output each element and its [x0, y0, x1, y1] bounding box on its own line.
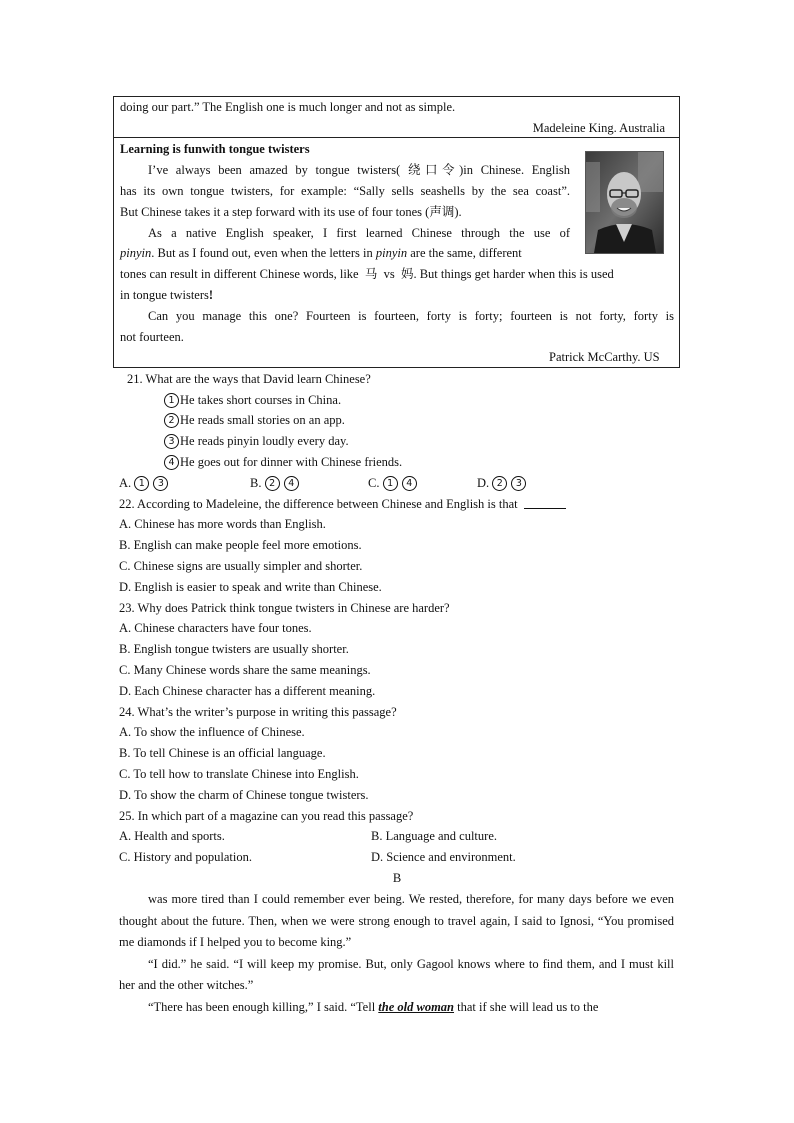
circle-number: 2	[164, 413, 179, 428]
q25-option-b[interactable]: B. Language and culture.	[371, 829, 497, 843]
excerpt-box-madeleine	[113, 96, 680, 138]
choice-label: A.	[119, 476, 132, 490]
q23-option-b[interactable]: B. English tongue twisters are usually shorter.	[119, 642, 349, 656]
story-paragraph-3	[119, 997, 674, 1019]
box2-line-2: has its own tongue twisters, for example: “Sally sells seashells by the sea coast”.	[120, 184, 570, 198]
choice-label: B.	[250, 476, 262, 490]
q21-item-3	[164, 431, 349, 452]
q21-item-text: He reads small stories on an app.	[180, 413, 345, 427]
box2-line-5	[120, 243, 570, 264]
box2-signature: Patrick McCarthy. US	[549, 350, 660, 364]
q22-stem-text: 22. According to Madeleine, the difference between Chinese and English is that	[119, 497, 518, 511]
box2-title: Learning is funwith tongue twisters	[120, 142, 310, 156]
story-p3-start: “There has been enough killing,” I said. “Tell	[148, 999, 379, 1014]
circle-number: 2	[492, 476, 507, 491]
q21-choice-b[interactable]	[250, 473, 300, 494]
pinyin-middle: . But as I found out, even when the letters in	[151, 246, 376, 260]
q24-option-b[interactable]: B. To tell Chinese is an official language.	[119, 746, 326, 760]
q21-choice-d[interactable]	[477, 473, 527, 494]
story-p3-emphasis: the old woman	[378, 999, 455, 1014]
q25-option-d[interactable]: D. Science and environment.	[371, 850, 516, 864]
q24-option-a[interactable]: A. To show the influence of Chinese.	[119, 725, 305, 739]
circle-number: 1	[164, 393, 179, 408]
q21-stem: 21. What are the ways that David learn Chinese?	[127, 372, 371, 386]
q21-item-4	[164, 452, 402, 473]
q21-item-text: He reads pinyin loudly every day.	[180, 434, 349, 448]
box2-line-9: not fourteen.	[120, 330, 184, 344]
portrait-image	[586, 152, 663, 253]
circle-number: 1	[134, 476, 149, 491]
q21-item-2	[164, 410, 345, 431]
q21-choice-c[interactable]	[368, 473, 418, 494]
q23-option-d[interactable]: D. Each Chinese character has a different meaning.	[119, 684, 376, 698]
box2-line-7	[120, 285, 213, 306]
box2-line-4: As a native English speaker, I first learned Chinese through the use of	[148, 226, 570, 240]
q24-option-d[interactable]: D. To show the charm of Chinese tongue twisters.	[119, 788, 369, 802]
exclamation: !	[208, 288, 214, 302]
q25-stem: 25. In which part of a magazine can you read this passage?	[119, 809, 414, 823]
pinyin-end: are the same, different	[407, 246, 522, 260]
story-paragraph-1: was more tired than I could remember ever being. We rested, therefore, for many days before we even thought about the future. Then, when we were strong enough to travel again, I said to Ignosi, “You promised me diamonds if I helped you to become king.”	[119, 892, 674, 949]
pinyin-word-2: pinyin	[375, 246, 408, 260]
section-b-heading: B	[392, 871, 402, 885]
choice-label: C.	[368, 476, 380, 490]
q21-choice-a[interactable]	[119, 473, 169, 494]
box2-line-7-text: in tongue twisters	[120, 288, 209, 302]
q25-option-a[interactable]: A. Health and sports.	[119, 829, 225, 843]
circle-number: 3	[511, 476, 526, 491]
choice-label: D.	[477, 476, 490, 490]
q22-option-a[interactable]: A. Chinese has more words than English.	[119, 517, 326, 531]
portrait-photo	[585, 151, 664, 254]
circle-number: 3	[164, 434, 179, 449]
pinyin-word-1: pinyin	[120, 246, 152, 260]
q23-stem: 23. Why does Patrick think tongue twisters in Chinese are harder?	[119, 601, 450, 615]
q21-item-1	[164, 390, 341, 411]
q24-option-c[interactable]: C. To tell how to translate Chinese into English.	[119, 767, 359, 781]
q24-stem: 24. What’s the writer’s purpose in writing this passage?	[119, 705, 397, 719]
q25-option-c[interactable]: C. History and population.	[119, 850, 252, 864]
circle-number: 3	[153, 476, 168, 491]
box1-text: doing our part.” The English one is much longer and not as simple.	[120, 100, 456, 114]
q21-item-text: He goes out for dinner with Chinese friends.	[180, 455, 403, 469]
circle-number: 4	[164, 455, 179, 470]
circle-number: 4	[402, 476, 417, 491]
q22-option-c[interactable]: C. Chinese signs are usually simpler and shorter.	[119, 559, 363, 573]
q23-option-a[interactable]: A. Chinese characters have four tones.	[119, 621, 312, 635]
circle-number: 4	[284, 476, 299, 491]
circle-number: 1	[383, 476, 398, 491]
story-p3-end: that if she will lead us to the	[454, 999, 599, 1014]
box2-line-6: tones can result in different Chinese words, like 马 vs 妈. But things get harder when this is used	[120, 267, 614, 281]
box2-line-1: I’ve always been amazed by tongue twisters( 绕口令)in Chinese. English	[148, 163, 570, 177]
q22-option-d[interactable]: D. English is easier to speak and write than Chinese.	[119, 580, 382, 594]
box2-line-8: Can you manage this one? Fourteen is fourteen, forty is forty; fourteen is not forty, forty is	[148, 309, 674, 323]
section-b-story	[119, 889, 674, 1018]
answer-blank[interactable]	[524, 496, 566, 509]
box1-signature: Madeleine King. Australia	[532, 121, 665, 135]
q22-option-b[interactable]: B. English can make people feel more emotions.	[119, 538, 362, 552]
q21-item-text: He takes short courses in China.	[180, 393, 342, 407]
q23-option-c[interactable]: C. Many Chinese words share the same meanings.	[119, 663, 371, 677]
story-paragraph-2: “I did.” he said. “I will keep my promise. But, only Gagool knows where to find them, and I must kill her and the other witches.”	[119, 956, 674, 992]
box2-line-3: But Chinese takes it a step forward with its use of four tones (声调).	[120, 205, 462, 219]
q22-stem	[119, 494, 566, 515]
circle-number: 2	[265, 476, 280, 491]
